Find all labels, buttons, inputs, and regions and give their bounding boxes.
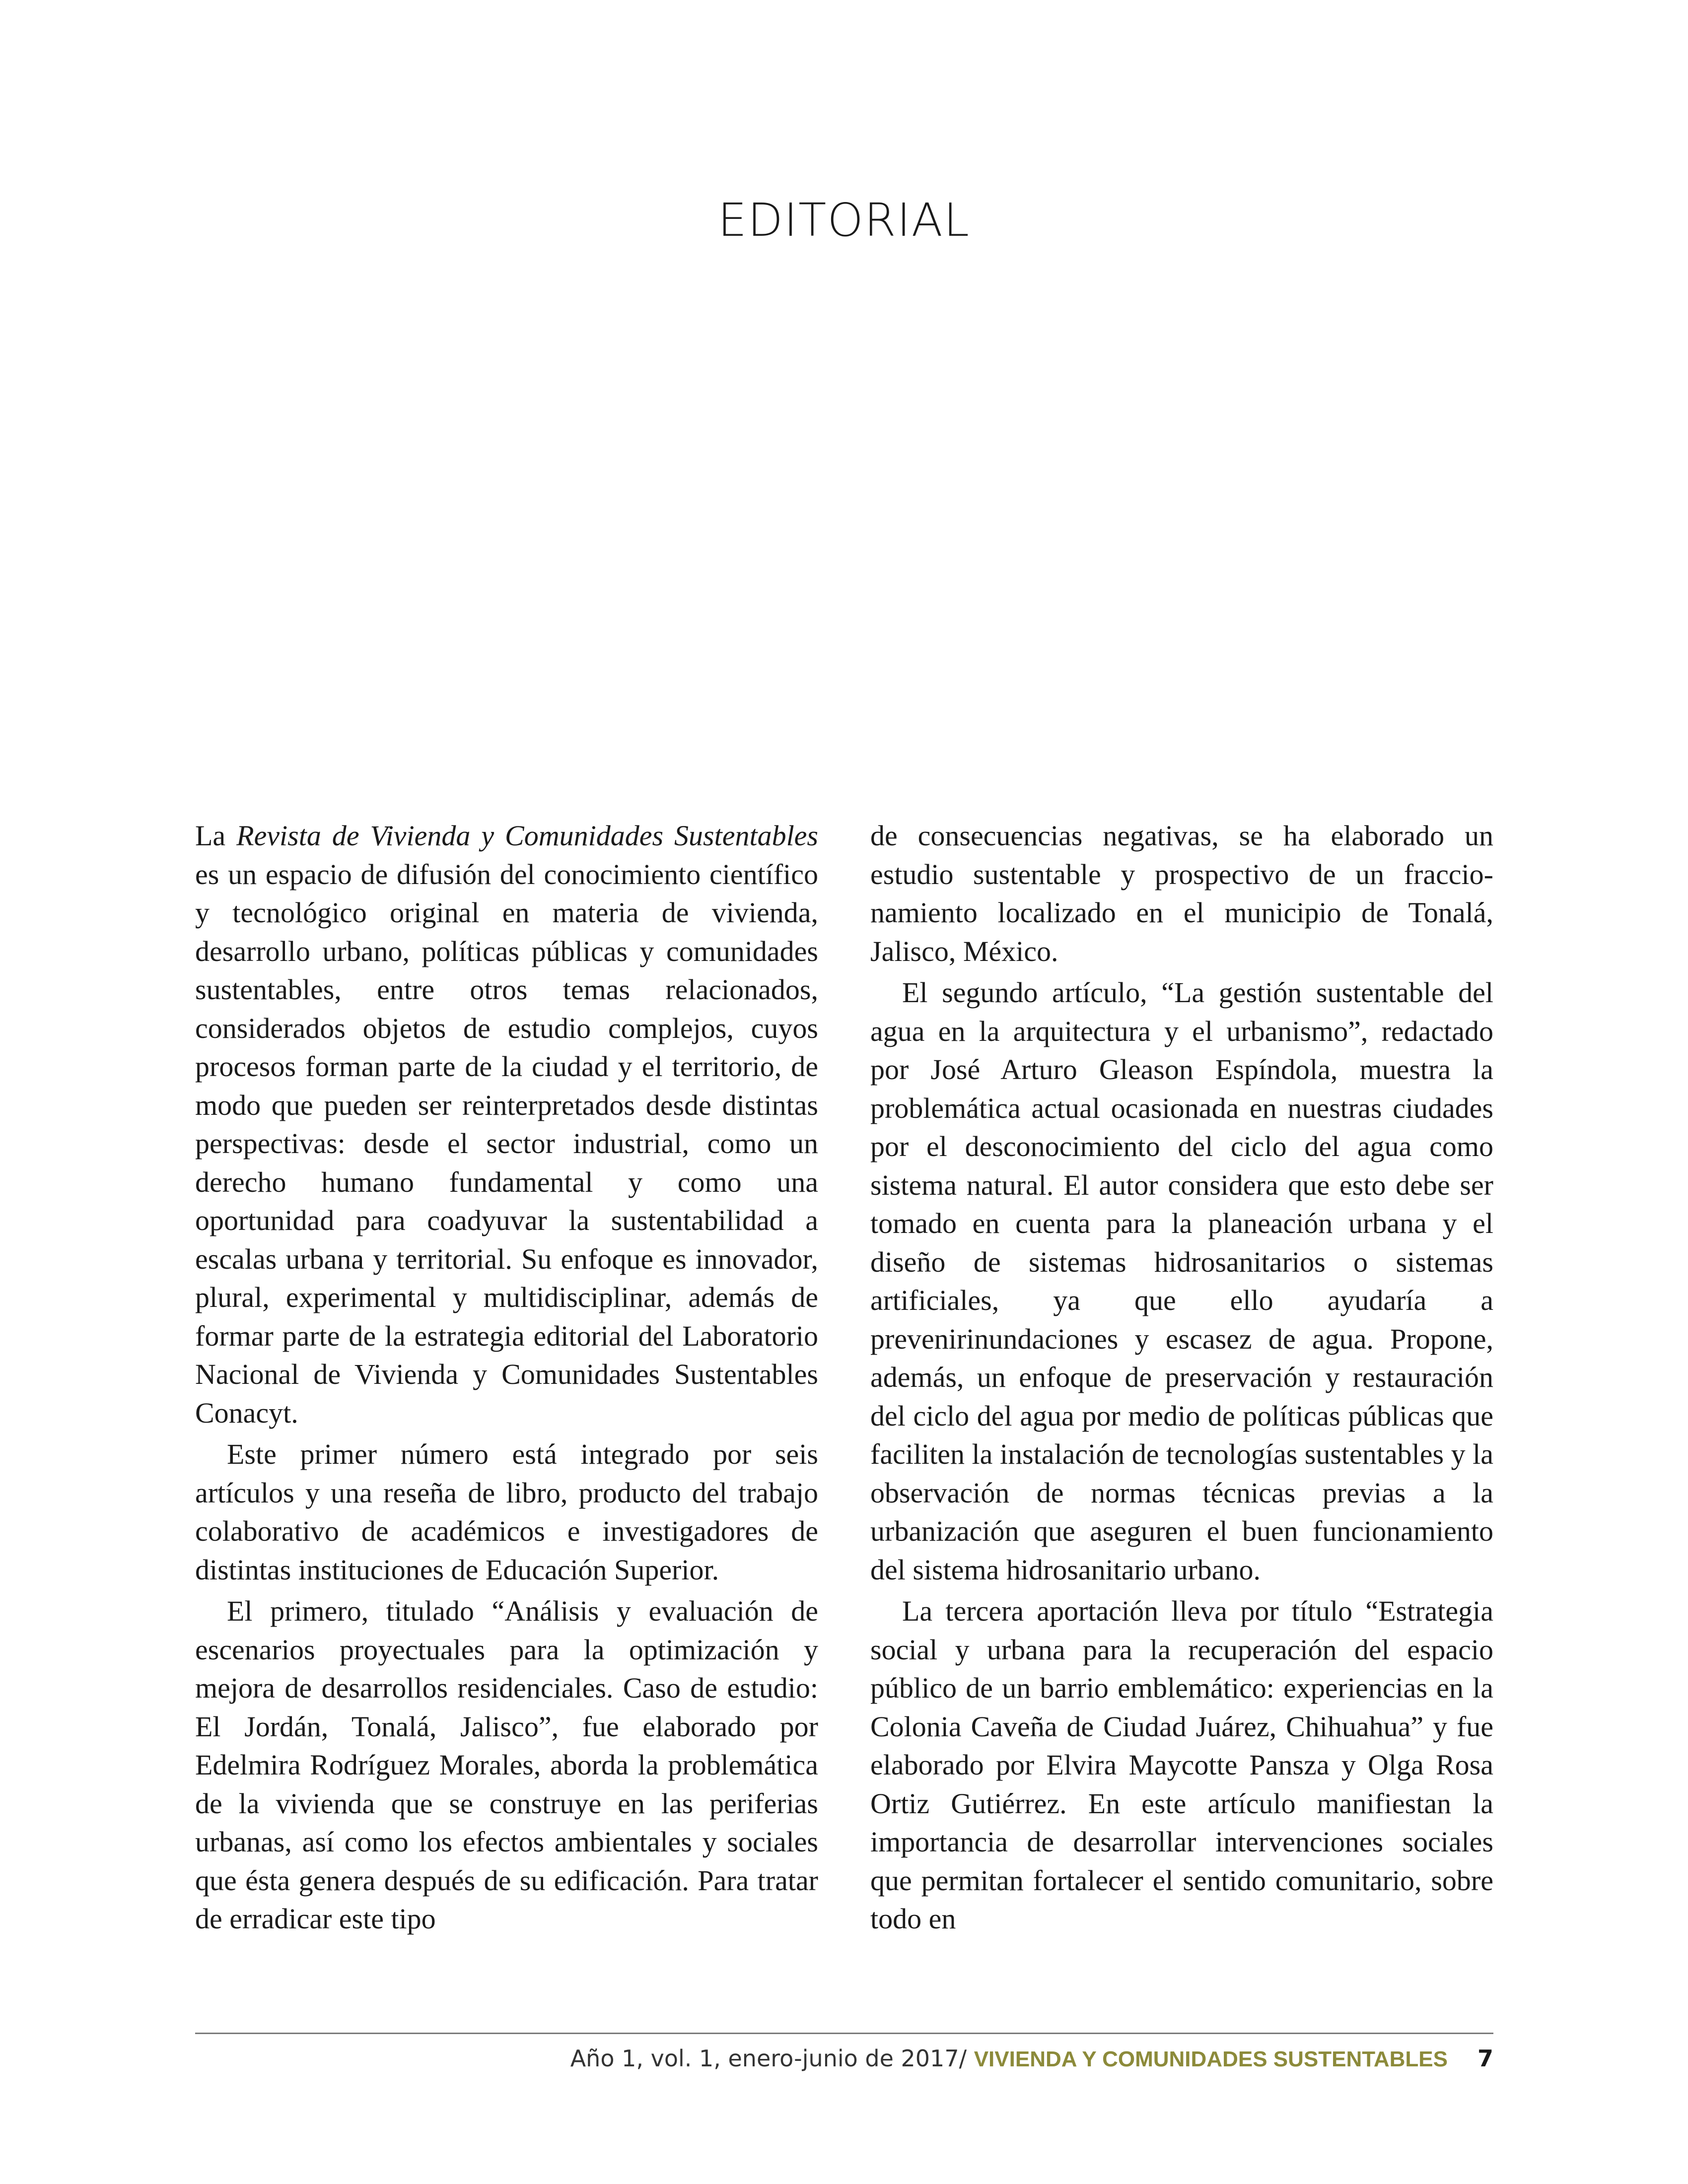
page-footer <box>570 2045 1493 2072</box>
page-title: EDITORIAL <box>718 194 970 247</box>
journal-name: VIVIENDA Y COMUNIDADES SUSTENTABLES <box>974 2047 1448 2071</box>
right-column <box>870 817 1493 1938</box>
paragraph-lead: La <box>195 819 237 852</box>
issue-info: Año 1, vol. 1, enero-junio de 2017/ <box>570 2045 974 2072</box>
footer-divider <box>195 2033 1493 2034</box>
paragraph <box>195 817 818 1432</box>
page-number: 7 <box>1477 2045 1493 2072</box>
paragraph: El segundo artículo, “La gestión sustentable del agua en la arquitectura y el urbanismo”, redactado por José Arturo Gleason Espíndola, muestra la problemática actual ocasionada en nuestras ciudades por el desconocimiento del ciclo del agua como sistema natural. El autor considera que esto debe ser tomado en cuenta para la planeación urbana y el diseño de sistemas hidrosanitarios o sistemas artificiales, ya que ello ayudaría a prevenirinundaciones y escasez de agua. Propone, además, un enfoque de preservación y restauración del ciclo del agua por medio de políticas públicas que faciliten la instalación de tecnologías sustentables y la observación de normas técnicas previas a la urbanización que aseguren el buen funcionamiento del sistema hidrosanitario urbano. <box>870 976 1493 1586</box>
left-column <box>195 817 818 1938</box>
body-columns <box>195 817 1493 1938</box>
paragraph: El primero, titulado “Análisis y evaluación de escenarios proyectuales para la optimización y mejora de desarrollos residenciales. Caso de estudio: El Jordán, Tonalá, Jalisco”, fue elaborado por Edelmira Rodríguez Morales, aborda la problemática de la vivienda que se construye en las periferias urbanas, así como los efectos ambientales y sociales que ésta genera después de su edificación. Para tratar de erradicar este tipo <box>195 1595 818 1935</box>
journal-name-italic: Revista de Vivienda y Comunidades Sustentables <box>236 819 818 852</box>
paragraph-text: es un espacio de difusión del conocimiento científico y tecnológico original en materia de vivienda, desarrollo urbano, políticas públicas y comunidades sustentables, entre otros temas relacionados, considerados objetos de estudio complejos, cuyos procesos forman parte de la ciudad y el territorio, de modo que pueden ser reinterpretados desde distintas perspectivas: desde el sector industrial, como un derecho humano fundamental y como una oportunidad para coadyuvar la sustentabilidad a escalas urbana y territorial. Su enfoque es innovador, plural, experimental y multidisciplinar, además de formar parte de la estrategia editorial del Laboratorio Nacional de Vivienda y Comunidades Sustentables Conacyt. <box>195 858 818 1429</box>
paragraph: de consecuencias negativas, se ha elaborado un estudio sustentable y prospectivo de un fraccionamiento localizado en el municipio de Tonalá, Jalisco, México. <box>870 819 1493 967</box>
paragraph: Este primer número está integrado por seis artículos y una reseña de libro, producto del trabajo colaborativo de académicos e investigadores de distintas instituciones de Educación Superior. <box>195 1438 818 1586</box>
paragraph: La tercera aportación lleva por título “Estrategia social y urbana para la recuperación del espacio público de un barrio emblemático: experiencias en la Colonia Caveña de Ciudad Juárez, Chihuahua” y fue elaborado por Elvira Maycotte Pansza y Olga Rosa Ortiz Gutiérrez. En este artículo manifiestan la importancia de desarrollar intervenciones sociales que permitan fortalecer el sentido comunitario, sobre todo en <box>870 1595 1493 1935</box>
